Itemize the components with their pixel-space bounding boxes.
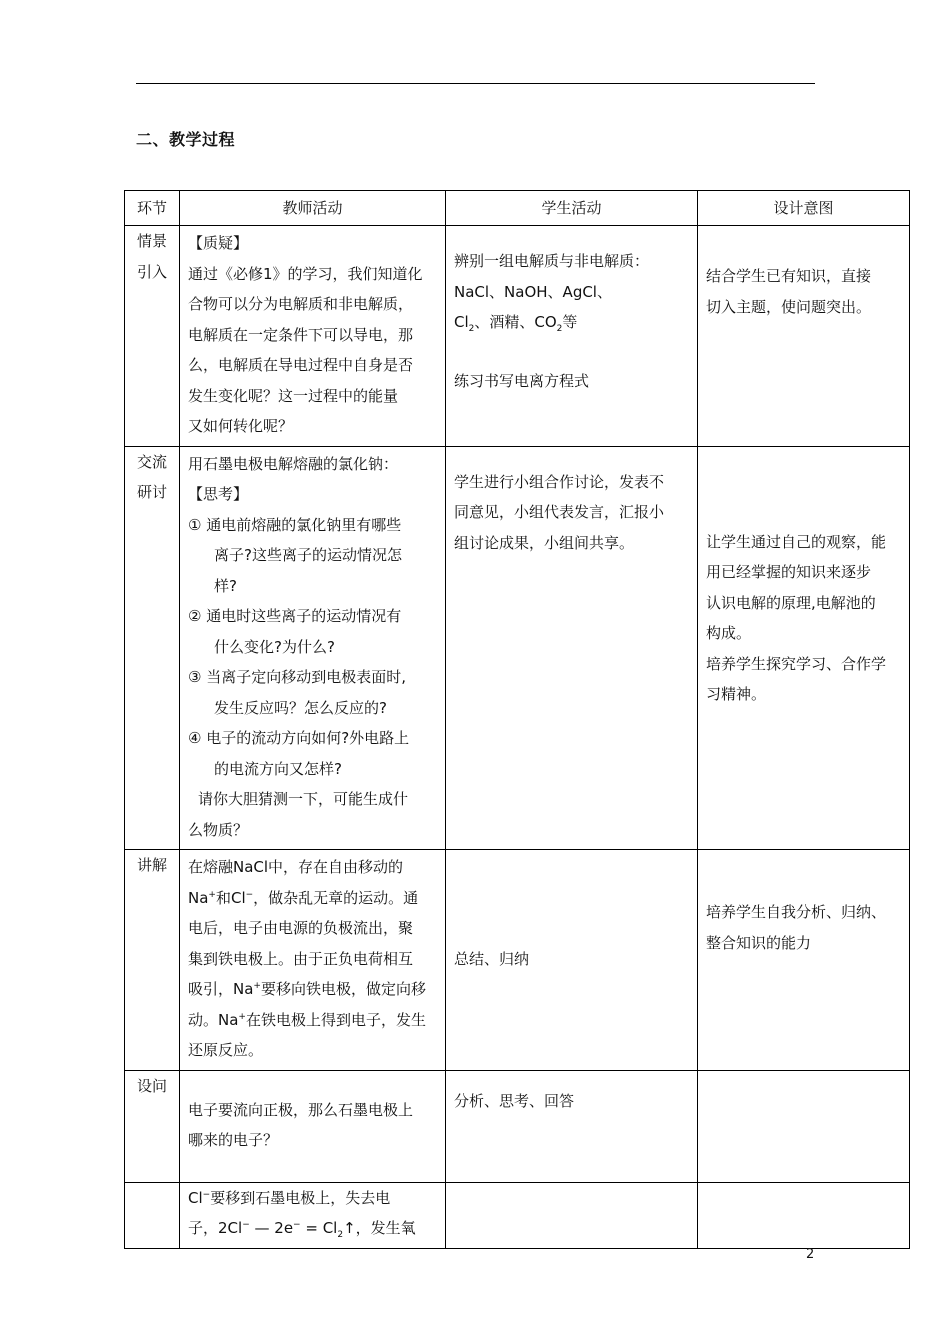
intent-cell: [698, 850, 910, 1071]
intent-line: 让学生通过自己的观察，能: [706, 532, 887, 551]
stage-cell: [125, 446, 180, 850]
student-cell: [446, 446, 698, 850]
table-row: [125, 1182, 910, 1248]
stage-label: 情景: [136, 232, 167, 250]
intent-cell: [698, 1070, 910, 1182]
teacher-line: 样?: [214, 576, 237, 595]
intent-line: 认识电解的原理,电解池的: [706, 593, 876, 612]
teacher-line: 又如何转化呢？: [188, 417, 294, 435]
table-row: [125, 226, 910, 447]
teacher-cell: [180, 1070, 446, 1182]
teacher-cell: [180, 226, 446, 447]
teacher-line: 请你大胆猜测一下，可能生成什: [198, 790, 409, 808]
student-cell: [446, 226, 698, 447]
teacher-line: 通过《必修1》的学习，我们知道化: [188, 264, 423, 283]
intent-line: 培养学生探究学习、合作学: [706, 654, 887, 673]
student-line: $Cl_2$、酒精、$CO_2$等: [454, 313, 578, 334]
teacher-line: 电后，电子由电源的负极流出，聚: [188, 919, 414, 937]
teacher-line: ④ 电子的流动方向如何?外电路上: [188, 729, 410, 747]
student-line: 同意见，小组代表发言，汇报小: [454, 503, 665, 521]
teaching-process-table: [124, 190, 910, 1249]
teacher-line: ② 通电时这些离子的运动情况有: [188, 607, 402, 625]
student-line: 练习书写电离方程式: [454, 371, 590, 390]
teacher-line: ① 通电前熔融的氯化钠里有哪些: [188, 515, 402, 534]
stage-label: 引入: [136, 262, 167, 281]
header-rule: [136, 83, 815, 84]
student-line: 组讨论成果，小组间共享。: [454, 533, 635, 552]
student-line: 学生进行小组合作讨论，发表不: [454, 472, 665, 491]
stage-label: 讲解: [136, 856, 167, 874]
stage-label: 交流: [136, 452, 167, 471]
teacher-line: 还原反应。: [188, 1041, 264, 1059]
teacher-cell: [180, 446, 446, 850]
stage-label: 研讨: [136, 483, 167, 501]
teacher-line: 么物质？: [188, 820, 249, 839]
student-line: NaCl、NaOH、AgCl、: [454, 282, 612, 301]
student-cell: [446, 850, 698, 1071]
intent-line: 切入主题，使问题突出。: [706, 297, 872, 316]
teacher-line: ③ 当离子定向移动到电极表面时,: [188, 668, 406, 686]
teacher-line: 在熔融NaCl中，存在自由移动的: [188, 858, 404, 876]
teacher-line: 离子?这些离子的运动情况怎: [214, 546, 402, 564]
teacher-line: 么，电解质在导电过程中自身是否: [188, 356, 414, 374]
stage-cell: [125, 1070, 180, 1182]
section-title: 二、教学过程: [136, 130, 236, 149]
teacher-line: 发生反应吗？怎么反应的?: [214, 698, 387, 717]
teacher-line: 发生变化呢？这一过程中的能量: [188, 386, 399, 405]
header-teacher: 教师活动: [180, 191, 446, 226]
teacher-line: 合物可以分为电解质和非电解质，: [188, 295, 414, 313]
formula-cl: Cl: [454, 313, 469, 331]
teacher-line: 子，2Cl− — $2e^- = Cl_2↑$，发生氧: [188, 1219, 416, 1240]
page-number: 2: [806, 1247, 815, 1262]
intent-line: 整合知识的能力: [706, 933, 812, 952]
teacher-line: 什么变化?为什么?: [214, 637, 335, 656]
header-intent: 设计意图: [698, 191, 910, 226]
teacher-line: 的电流方向又怎样?: [214, 759, 342, 778]
teacher-cell: [180, 850, 446, 1071]
teacher-line: Na+和Cl−，做杂乱无章的运动。通: [188, 888, 419, 907]
table-row: [125, 446, 910, 850]
teacher-line: 电解质在一定条件下可以导电，那: [188, 325, 414, 344]
intent-line: 构成。: [706, 624, 752, 642]
intent-line: 用已经掌握的知识来逐步: [706, 563, 872, 581]
teacher-line: 动。Na+在铁电极上得到电子，发生: [188, 1010, 426, 1029]
intent-cell: [698, 226, 910, 447]
table-header-row: [125, 191, 910, 226]
teacher-line: 吸引，Na+要移向铁电极，做定向移: [188, 980, 426, 998]
intent-cell: [698, 1182, 910, 1248]
teacher-line: 电子要流向正极，那么石墨电极上: [188, 1100, 414, 1119]
header-student: 学生活动: [446, 191, 698, 226]
student-line: 辨别一组电解质与非电解质：: [454, 252, 650, 270]
table-row: [125, 850, 910, 1071]
student-cell: [446, 1070, 698, 1182]
teacher-line: 【质疑】: [188, 234, 249, 252]
stage-cell: [125, 226, 180, 447]
student-line: 分析、思考、回答: [454, 1091, 575, 1110]
intent-line: 习精神。: [706, 685, 767, 703]
teacher-line: 用石墨电极电解熔融的氯化钠：: [188, 454, 399, 473]
teacher-line: 哪来的电子？: [188, 1131, 279, 1149]
teacher-cell: [180, 1182, 446, 1248]
table-row: [125, 1070, 910, 1182]
student-cell: [446, 1182, 698, 1248]
stage-label: 设问: [136, 1076, 167, 1095]
intent-line: 结合学生已有知识，直接: [706, 267, 872, 285]
student-line: 总结、归纳: [454, 949, 530, 968]
intent-line: 培养学生自我分析、归纳、: [706, 903, 887, 921]
teacher-line: 集到铁电极上。由于正负电荷相互: [188, 949, 414, 968]
header-stage: 环节: [125, 191, 180, 226]
teacher-line: 【思考】: [188, 485, 249, 503]
teacher-line: Cl−要移到石墨电极上，失去电: [188, 1188, 391, 1207]
stage-cell: [125, 850, 180, 1071]
stage-cell: [125, 1182, 180, 1248]
intent-cell: [698, 446, 910, 850]
